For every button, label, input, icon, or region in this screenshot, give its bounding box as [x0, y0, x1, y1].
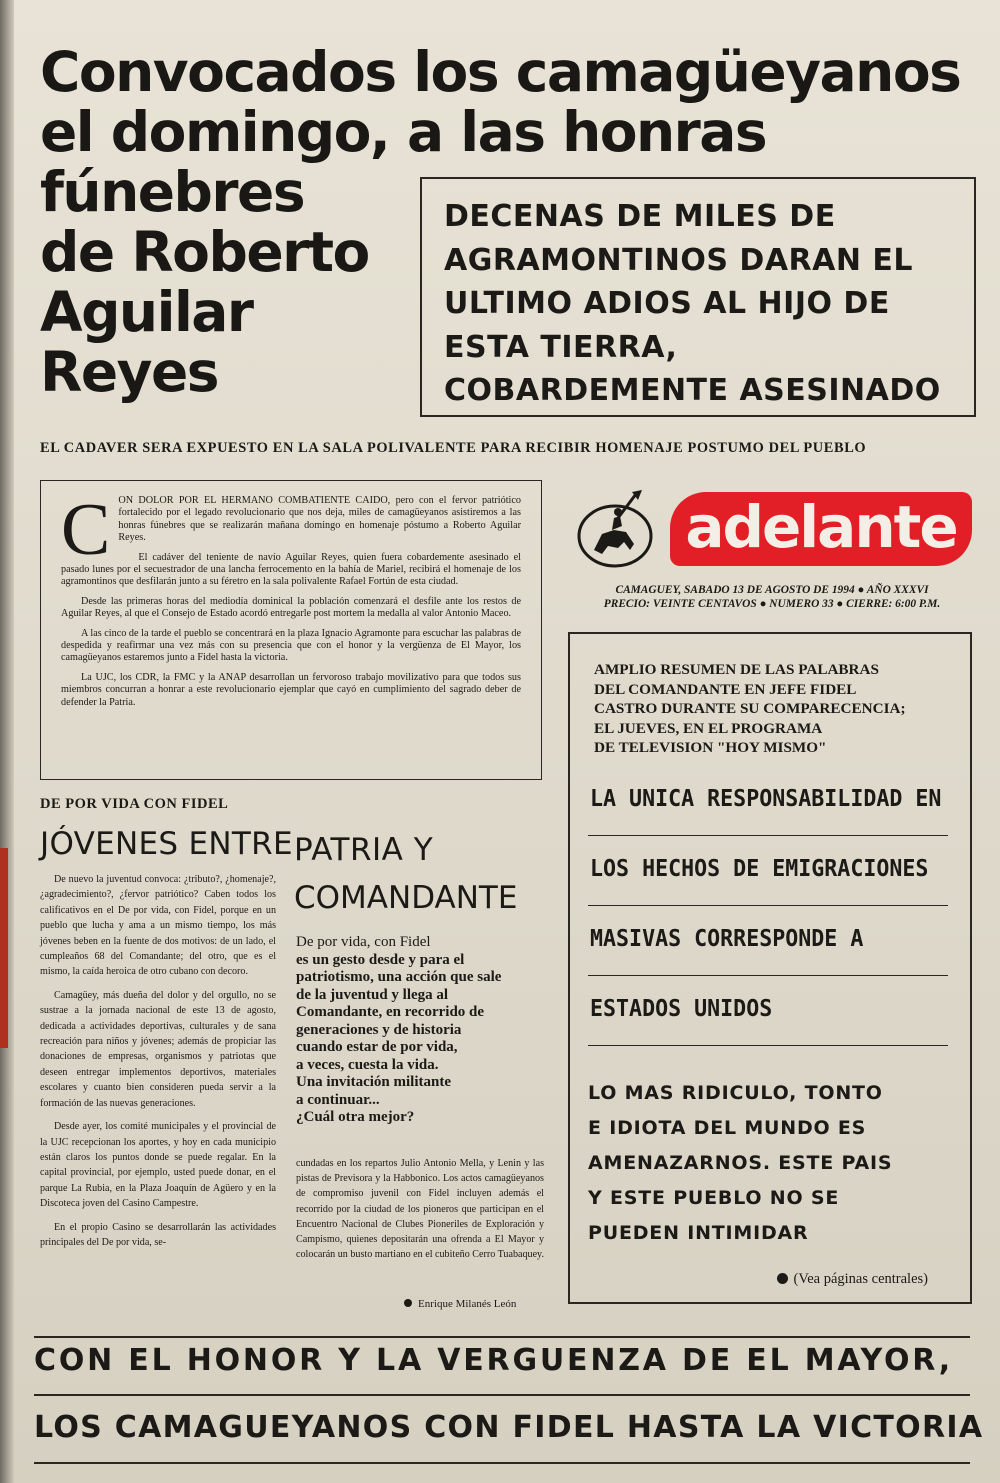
- youth-story-title: COMANDANTE: [294, 880, 518, 916]
- resumen-line: DE TELEVISION "HOY MISMO": [594, 739, 827, 756]
- youth-story-title: JÓVENES ENTRE: [40, 826, 293, 862]
- headline-line: Aguilar: [40, 280, 253, 344]
- responsabilidad-line: LOS HECHOS DE EMIGRACIONES: [590, 854, 929, 882]
- bullet-icon: [777, 1273, 788, 1284]
- footer-slogan-line: CON EL HONOR Y LA VERGUENZA DE EL MAYOR,: [34, 1343, 953, 1378]
- intro-line: De por vida, con Fidel: [296, 934, 431, 950]
- byline: [404, 1298, 516, 1310]
- intro-line: Una invitación militante: [296, 1074, 452, 1090]
- intro-line: a continuar...: [296, 1091, 380, 1108]
- price-line: PRECIO: VEINTE CENTAVOS ● NUMERO 33 ● CIERRE: 6:00 P.M.: [603, 597, 941, 610]
- responsabilidad-row: [588, 906, 948, 976]
- lead-paragraph: ON DOLOR POR EL HERMANO COMBATIENTE CAIDO, pero con el fervor patriótico fortalecido por el legado revolucionario que nos deja, miles de camagüeyanos asistiremos a las honras fúnebres que se realizarán mañana domingo en homenaje póstumo a Roberto Aguilar Reyes.: [118, 495, 521, 544]
- lead-paragraph: Desde las primeras horas del mediodía dominical la población comenzará el desfile ante los restos de Aguilar Reyes, al que el Consejo de Estado acordó entregarle post mortem la medalla al valor Antonio Maceo.: [61, 595, 521, 620]
- ridiculo-line: PUEDEN INTIMIDAR: [588, 1222, 809, 1244]
- lead-story-text: [61, 489, 521, 709]
- responsabilidad-line: MASIVAS CORRESPONDE A: [590, 924, 864, 952]
- resumen-line: AMPLIO RESUMEN DE LAS PALABRAS: [594, 661, 879, 678]
- youth-story-intro: [296, 934, 526, 1127]
- lead-paragraph: La UJC, los CDR, la FMC y la ANAP desarrollan un fervoroso trabajo movilizativo para que todos sus miembros concurran a honrar a este revolucionario ejemplar que cayó en cumplimiento del sagrado deber de defender la Patria.: [61, 671, 521, 708]
- body-paragraph: Camagüey, más dueña del dolor y del orgullo, no se sustrae a la jornada nacional de este 13 de agosto, dedicada a actividades deportivas, culturales y de sana recreación para niños y jóvenes; además de propiciar las donaciones de empresas, organismos y patriotas que deseen entregar implementos deportivos, materiales escolares y cuanto bien consideren pueda servir a la formación de las nuevas generaciones.: [40, 989, 276, 1109]
- intro-line: a veces, cuesta la vida.: [296, 1056, 439, 1073]
- sidebar-box: [568, 632, 972, 1304]
- subhead-line: DECENAS DE MILES DE: [444, 199, 836, 234]
- subhead-line: AGRAMONTINOS DARAN EL: [444, 242, 914, 278]
- intro-line: cuando estar de por vida,: [296, 1039, 458, 1055]
- date-line: CAMAGUEY, SABADO 13 DE AGOSTO DE 1994 ● AÑO XXXVI: [615, 584, 929, 596]
- lead-paragraph: A las cinco de la tarde el pueblo se concentrará en la plaza Ignacio Agramonte para escuchar las palabras de despedida y reafirmar una vez más con su presencia que con el honor y la vergüenza de El Mayor, los camagüeyanos estaremos junto a Fidel hasta la victoria.: [61, 627, 521, 664]
- ridiculo-block: [588, 1076, 958, 1251]
- divider: [588, 1045, 948, 1047]
- resumen-line: EL JUEVES, EN EL PROGRAMA: [594, 719, 823, 737]
- ridiculo-line: AMENAZARNOS. ESTE PAIS: [588, 1152, 893, 1174]
- subhead-line: ESTA TIERRA,: [444, 329, 678, 365]
- intro-line: de la juventud y llega al: [296, 986, 449, 1003]
- resumen-line: CASTRO DURANTE SU COMPARECENCIA;: [594, 700, 906, 717]
- dateline: [566, 584, 978, 611]
- responsabilidad-row: [588, 836, 948, 906]
- subhead-line: ULTIMO ADIOS AL HIJO DE: [444, 286, 890, 321]
- youth-story-column-2: [296, 1156, 544, 1262]
- responsabilidad-line: ESTADOS UNIDOS: [590, 994, 773, 1022]
- intro-line: ¿Cuál otra mejor?: [296, 1109, 415, 1125]
- kicker-line: EL CADAVER SERA EXPUESTO EN LA SALA POLIVALENTE PARA RECIBIR HOMENAJE POSTUMO DEL PUEBLO: [40, 440, 867, 456]
- resumen-text: [594, 660, 964, 758]
- divider: [34, 1394, 970, 1396]
- adjacent-page-edge: [0, 0, 14, 1483]
- subhead-line: COBARDEMENTE ASESINADO: [444, 373, 941, 408]
- subhead-box: [420, 177, 976, 417]
- see-also-text: (Vea páginas centrales): [793, 1271, 928, 1287]
- headline-line: Convocados los camagüeyanos: [40, 40, 961, 104]
- section-title: DE POR VIDA CON FIDEL: [40, 796, 229, 812]
- ridiculo-line: E IDIOTA DEL MUNDO ES: [588, 1117, 867, 1139]
- youth-story-column-1: [40, 872, 276, 1258]
- responsabilidad-line: LA UNICA RESPONSABILIDAD EN: [590, 784, 942, 812]
- red-margin-mark: [0, 848, 8, 1048]
- responsabilidad-row: [588, 766, 948, 836]
- newspaper-logo: adelante: [670, 492, 972, 566]
- bullet-icon: [404, 1299, 412, 1307]
- resumen-line: DEL COMANDANTE EN JEFE FIDEL: [594, 680, 857, 698]
- intro-line: generaciones y de historia: [296, 1021, 462, 1038]
- headline-line: Reyes: [40, 340, 219, 404]
- ridiculo-line: Y ESTE PUEBLO NO SE: [588, 1187, 840, 1209]
- intro-line: es un gesto desde y para el: [296, 951, 465, 968]
- headline-line: de Roberto: [40, 220, 369, 284]
- body-paragraph: Desde ayer, los comité municipales y el provincial de la UJC recepcionan los aportes, y hoy en cada municipio están claros los puntos donde se puede regalar. En la capital provincial, por ejemplo, usted puede donar, en el parque La Rubia, en la Plaza Joaquín de Agüero y en la Discoteca joven del Casino Campestre.: [40, 1121, 276, 1210]
- youth-story-title: PATRIA Y: [294, 832, 434, 868]
- see-also-note: [777, 1271, 928, 1288]
- lead-story-box: [40, 480, 542, 780]
- responsabilidad-row: [588, 976, 948, 1046]
- responsabilidad-block: [588, 766, 948, 1046]
- ridiculo-line: LO MAS RIDICULO, TONTO: [588, 1082, 883, 1104]
- drop-cap: C: [61, 489, 111, 571]
- body-paragraph: cundadas en los repartos Julio Antonio Mella, y Lenin y las pistas de Previsora y la Habbonico. Los actos camagüeyanos de compromiso juvenil con Fidel incluyen además el recorrido por la ciudad de los pioneros que participan en el Encuentro Nacional de Clubes Pioneriles de Exploración y Campismo, quienes depositarán una ofrenda a El Mayor y colocarán un busto martiano en el cubiteño Cerro Tuabaquey.: [296, 1158, 544, 1261]
- intro-line: patriotismo, una acción que sale: [296, 969, 502, 985]
- headline-line: fúnebres: [40, 160, 305, 224]
- masthead: [566, 488, 978, 618]
- intro-line: Comandante, en recorrido de: [296, 1004, 485, 1020]
- horseman-icon: [574, 488, 656, 574]
- body-paragraph: De nuevo la juventud convoca: ¿tributo?, ¿homenaje?, ¿agradecimiento?, ¿fervor patriótico? Caben todos los calificativos en el De por vida, con Fidel, porque en un pueblo que lucha y ama a un mismo tiempo, los más jóvenes beben en la fuente de dos motivos: de un lado, el cumpleaños 68 del Comandante; del otro, que es el mismo, la caída heroica de otro cubano con decoro.: [40, 874, 276, 978]
- lead-paragraph: El cadáver del teniente de navío Aguilar Reyes, quien fuera cobardemente asesinado el pasado lunes por el secuestrador de una lancha ferrocemento en la bahía de Mariel, recibirá el homenaje de los agramontinos que desfilarán junto a su féretro en la sala polivalente Rafael Fortún de esta ciudad.: [61, 551, 521, 588]
- footer-slogan-line: LOS CAMAGUEYANOS CON FIDEL HASTA LA VICTORIA: [34, 1410, 984, 1445]
- headline-line: el domingo, a las honras: [40, 100, 767, 164]
- divider: [34, 1462, 970, 1464]
- body-paragraph: En el propio Casino se desarrollarán las actividades principales del De por vida, se-: [40, 1221, 276, 1248]
- byline-author: Enrique Milanés León: [418, 1298, 517, 1310]
